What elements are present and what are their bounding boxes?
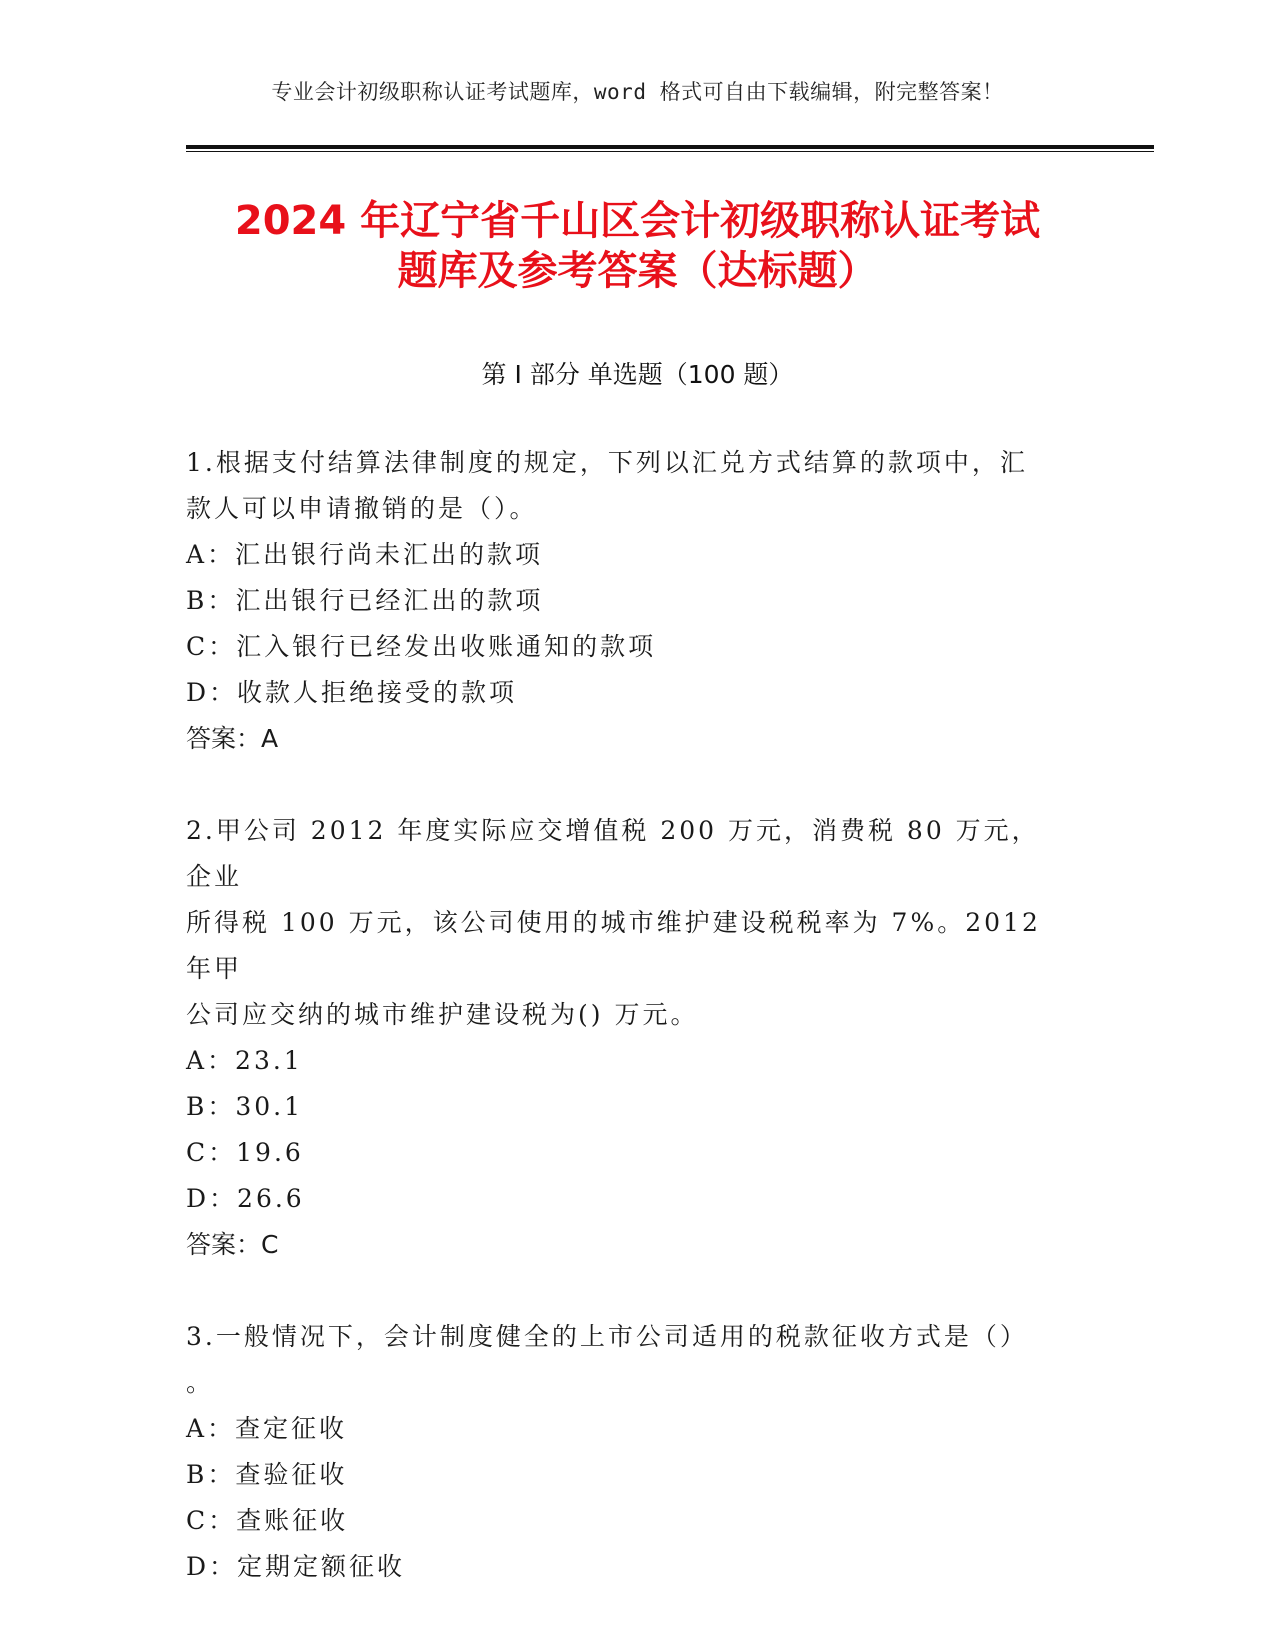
question-2-stem-line-1: 2.甲公司 2012 年度实际应交增值税 200 万元，消费税 80 万元，企业: [186, 816, 1040, 891]
question-2: [186, 808, 1066, 1268]
header-rule-thick: [186, 145, 1154, 149]
question-2-stem-line-2: 所得税 100 万元，该公司使用的城市维护建设税税率为 7%。2012 年甲: [186, 908, 1041, 983]
document-title: [150, 196, 1125, 296]
question-gap: [186, 1268, 1066, 1314]
question-3-stem-line-1: 3.一般情况下，会计制度健全的上市公司适用的税款征收方式是（）: [186, 1322, 1028, 1351]
question-2-option-a: A：23.1: [186, 1046, 303, 1075]
question-list: [186, 440, 1066, 1590]
document-title-line-1: 2024 年辽宁省千山区会计初级职称认证考试: [234, 198, 1041, 244]
question-gap: [186, 762, 1066, 808]
question-1-option-b: B：汇出银行已经汇出的款项: [186, 586, 544, 615]
question-1-stem-line-2: 款人可以申请撤销的是（）。: [186, 494, 538, 523]
question-3-option-c: C：查账征收: [186, 1506, 349, 1535]
question-2-option-c: C：19.6: [186, 1138, 304, 1167]
question-3-option-d: D：定期定额征收: [186, 1552, 406, 1581]
question-3-stem-line-2: 。: [186, 1368, 215, 1397]
document-title-line-2: 题库及参考答案（达标题）: [397, 248, 878, 294]
question-1-option-a: A：汇出银行尚未汇出的款项: [186, 540, 544, 569]
question-1: [186, 440, 1066, 762]
question-3-option-b: B：查验征收: [186, 1460, 348, 1489]
header-rule-thin: [186, 151, 1154, 152]
question-1-option-d: D：收款人拒绝接受的款项: [186, 678, 518, 707]
section-heading: 第 I 部分 单选题（100 题）: [481, 360, 794, 389]
question-2-answer: 答案：C: [186, 1230, 279, 1259]
question-2-stem-line-3: 公司应交纳的城市维护建设税为() 万元。: [186, 1000, 699, 1029]
question-2-option-b: B：30.1: [186, 1092, 304, 1121]
question-3: [186, 1314, 1066, 1590]
question-2-option-d: D：26.6: [186, 1184, 305, 1213]
question-3-option-a: A：查定征收: [186, 1414, 348, 1443]
question-1-stem-line-1: 1.根据支付结算法律制度的规定，下列以汇兑方式结算的款项中，汇: [186, 448, 1028, 477]
header-note: 专业会计初级职称认证考试题库，word 格式可自由下载编辑，附完整答案！: [271, 80, 1004, 104]
question-1-option-c: C：汇入银行已经发出收账通知的款项: [186, 632, 657, 661]
question-1-answer: 答案：A: [186, 724, 279, 753]
